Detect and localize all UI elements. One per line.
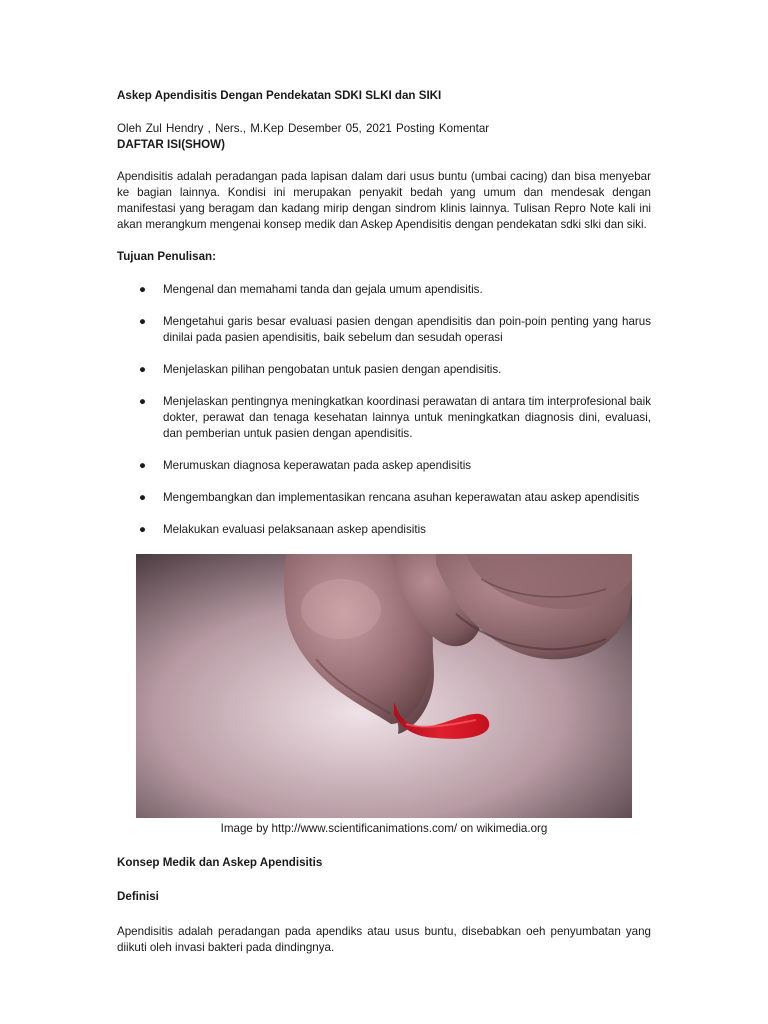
appendix-illustration xyxy=(136,554,632,818)
goals-heading: Tujuan Penulisan: xyxy=(117,250,216,263)
bullet-icon: ● xyxy=(139,523,147,536)
list-item xyxy=(117,522,651,538)
list-item-text: Mengembangkan dan implementasikan rencana asuhan keperawatan atau askep apendisitis xyxy=(163,491,640,504)
list-item-text: Menjelaskan pentingnya meningkatkan koordinasi perawatan di antara tim interprofesional baik dokter, perawat dan tenaga kesehatan lainnya untuk meningkatkan diagnosis dini, evaluasi, dan pemberian untuk pasien dengan apendisitis. xyxy=(163,395,651,440)
author-byline: Oleh Zul Hendry , Ners., M.Kep Desember 05, 2021 Posting Komentar xyxy=(117,122,490,135)
list-item-text: Mengetahui garis besar evaluasi pasien dengan apendisitis dan poin-poin penting yang harus dinilai pada pasien apendisitis, baik sebelum dan sesudah operasi xyxy=(163,315,651,344)
document-content xyxy=(117,88,651,956)
bullet-icon: ● xyxy=(139,315,147,328)
definition-paragraph: Apendisitis adalah peradangan pada apendiks atau usus buntu, disebabkan oeh penyumbatan yang diikuti oleh invasi bakteri pada dindingnya. xyxy=(117,925,651,954)
list-item xyxy=(117,314,651,346)
image-caption: Image by http://www.scientificanimations.com/ on wikimedia.org xyxy=(220,822,548,835)
bullet-icon: ● xyxy=(139,283,147,296)
appendix-illustration-graphic xyxy=(136,554,632,818)
intro-paragraph: Apendisitis adalah peradangan pada lapisan dalam dari usus buntu (umbai cacing) dan bisa menyebar ke bagian lainnya. Kondisi ini merupakan penyakit bedah yang umum dan mendesak dengan manifestasi yang beragam dan kadang mirip dengan sindrom klinis lainnya. Tulisan Repro Note kali ini akan merangkum mengenai konsep medik dan Askep Apendisitis dengan pendekatan sdki slki dan siki. xyxy=(117,170,651,231)
bullet-icon: ● xyxy=(139,363,147,376)
list-item-text: Merumuskan diagnosa keperawatan pada askep apendisitis xyxy=(163,459,472,472)
list-item xyxy=(117,490,651,506)
list-item xyxy=(117,282,651,298)
list-item-text: Menjelaskan pilihan pengobatan untuk pasien dengan apendisitis. xyxy=(163,363,502,376)
list-item xyxy=(117,362,651,378)
bullet-icon: ● xyxy=(139,491,147,504)
list-item-text: Mengenal dan memahami tanda dan gejala umum apendisitis. xyxy=(163,283,483,296)
list-item-text: Melakukan evaluasi pelaksanaan askep apendisitis xyxy=(163,523,426,536)
list-item xyxy=(117,394,651,442)
section-heading: Konsep Medik dan Askep Apendisitis xyxy=(117,856,323,869)
bullet-icon: ● xyxy=(139,459,147,472)
subsection-heading: Definisi xyxy=(117,890,159,903)
document-title: Askep Apendisitis Dengan Pendekatan SDKI SLKI dan SIKI xyxy=(117,89,442,102)
table-of-contents-toggle[interactable]: DAFTAR ISI(SHOW) xyxy=(117,138,225,151)
bullet-icon: ● xyxy=(139,395,147,408)
list-item xyxy=(117,458,651,474)
goals-list xyxy=(117,282,651,538)
